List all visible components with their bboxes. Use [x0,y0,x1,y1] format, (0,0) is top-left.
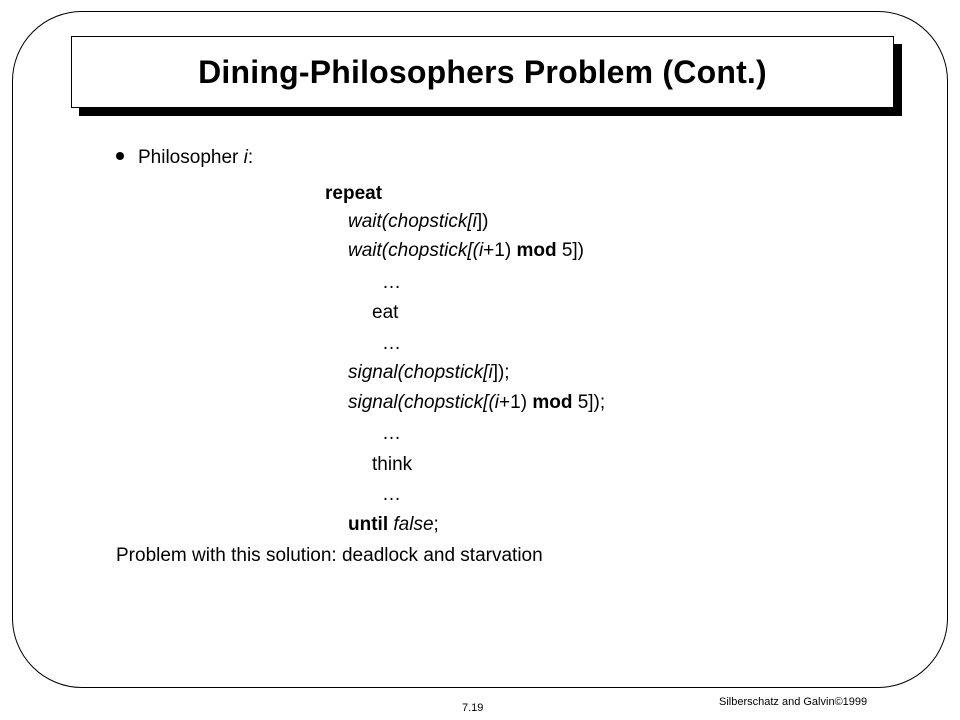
code-wait-right [348,241,584,260]
copyright-symbol: © [834,696,843,708]
code-eat: eat [372,302,399,323]
code-ellipsis-3: … [382,423,401,444]
until-semicolon: ; [433,514,439,535]
signal-arg-b: ]); [492,362,510,383]
code-ellipsis-1: … [382,272,401,293]
signal2-arg-a: (chopstick[( [397,392,495,413]
code-ellipsis-4: … [382,484,401,505]
wait2-arg-i: i [478,240,484,261]
signal-arg-i: i [488,362,493,383]
bullet-philosopher [138,148,253,167]
wait2-arg-a: (chopstick[( [381,240,479,261]
until-keyword: until [348,514,389,535]
code-wait-left [348,212,488,231]
wait2-arg-b: +1) [483,240,517,261]
page-number: 7.19 [462,702,484,714]
code-think: think [372,454,413,475]
slide-title: Dining-Philosophers Problem (Cont.) [198,53,767,90]
code-repeat: repeat [325,183,383,204]
wait2-mod: mod [516,240,557,261]
bullet-prefix: Philosopher [138,147,244,168]
footer-credit [719,696,867,708]
signal-arg-a: (chopstick[ [397,362,489,383]
code-signal-right [348,393,605,412]
signal2-arg-i: i [494,392,500,413]
bullet-suffix: : [247,147,254,168]
signal2-mod: mod [532,392,573,413]
wait2-arg-c: 5]) [556,240,585,261]
problem-note: Problem with this solution: deadlock and starvation [116,545,543,566]
bullet-dot [116,152,124,160]
wait-arg-i: i [472,211,477,232]
code-signal-left [348,363,510,382]
until-false: false [393,514,434,535]
code-until [348,515,439,534]
wait-fn: wait [348,211,382,232]
credit-year: 1999 [842,696,868,708]
credit-name: Silberschatz and Galvin [719,696,835,708]
wait-arg-a: (chopstick[ [381,211,473,232]
signal2-arg-b: +1) [499,392,533,413]
wait-arg-b: ]) [476,211,489,232]
signal2-arg-c: 5]); [572,392,606,413]
bullet-var: i [243,147,248,168]
title-box [71,36,894,108]
signal2-fn: signal [348,392,398,413]
signal-fn: signal [348,362,398,383]
wait2-fn: wait [348,240,382,261]
code-ellipsis-2: … [382,333,401,354]
